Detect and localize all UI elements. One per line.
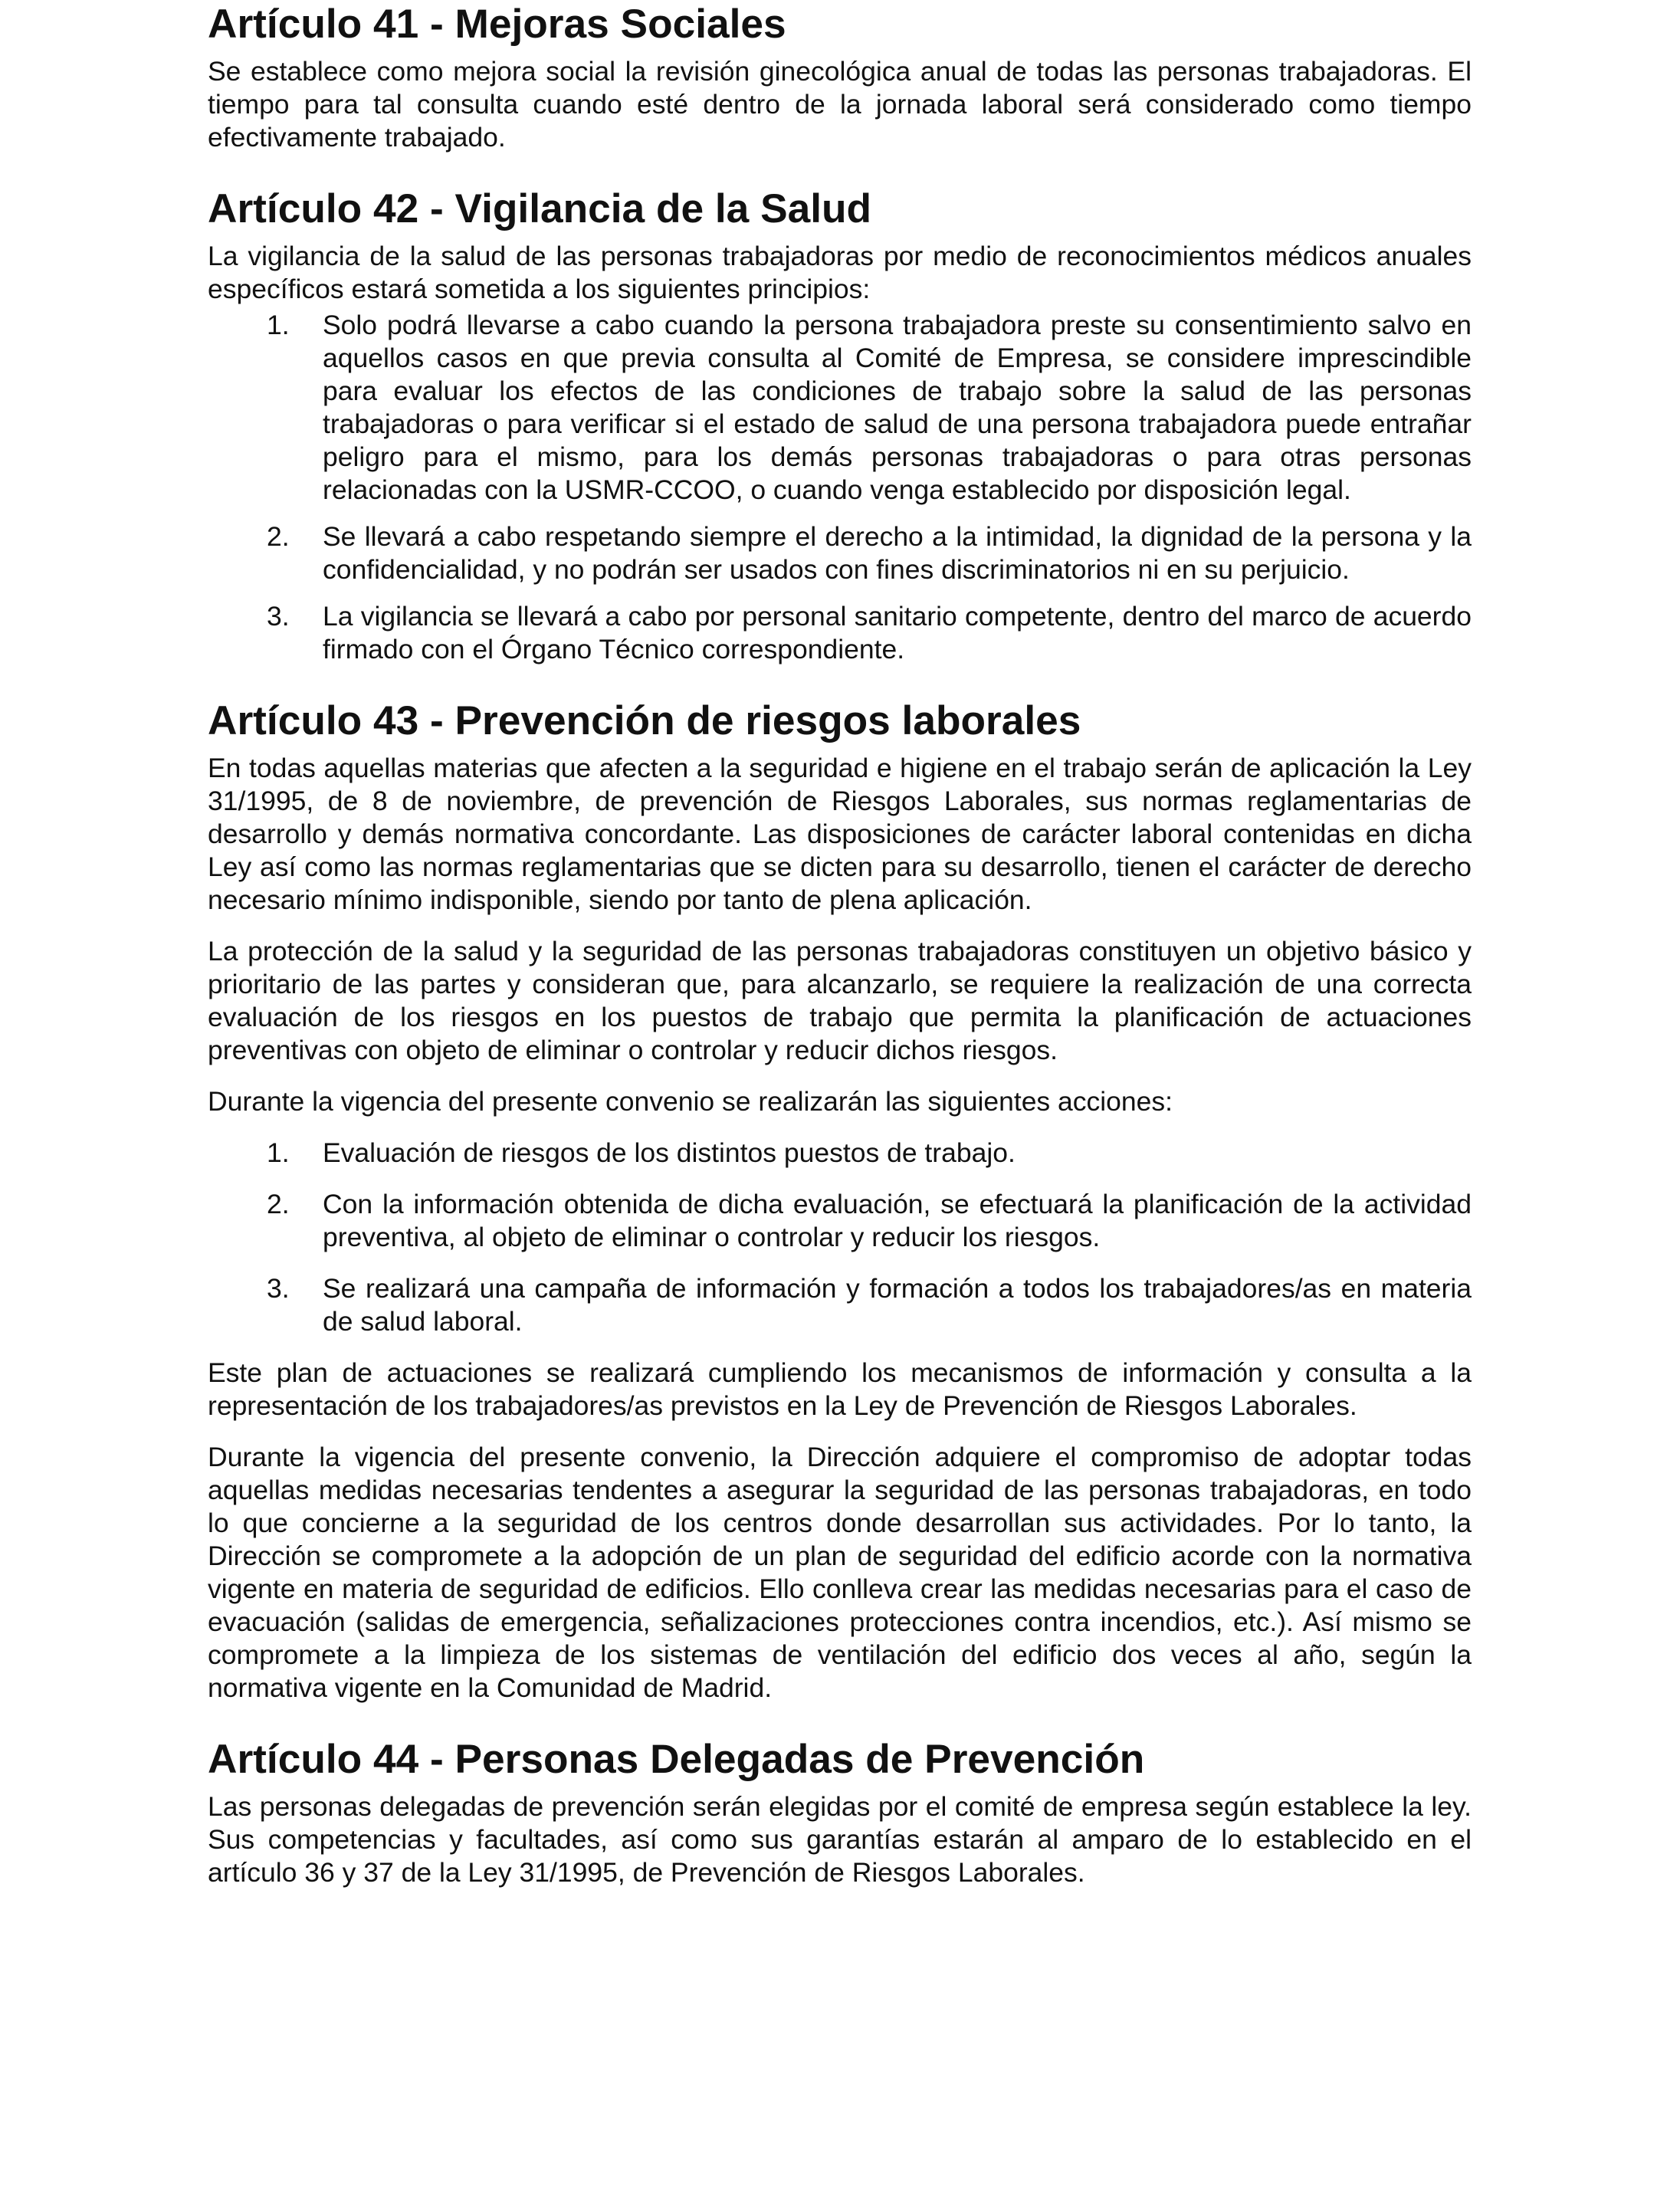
article-42-list xyxy=(208,309,1472,666)
article-41-paragraph: Se establece como mejora social la revisión ginecológica anual de todas las personas trabajadoras. El tiempo para tal consulta cuando esté dentro de la jornada laboral será considerado como tiempo efectivamente trabajado. xyxy=(208,56,1472,153)
article-42-intro: La vigilancia de la salud de las personas trabajadoras por medio de reconocimientos médicos anuales específicos estará sometida a los siguientes principios: xyxy=(208,241,1472,304)
list-item xyxy=(208,520,1472,586)
list-item-number: 3. xyxy=(267,1273,290,1304)
list-item-number: 2. xyxy=(267,1189,290,1219)
article-43-paragraph: La protección de la salud y la seguridad de las personas trabajadoras constituyen un objetivo básico y prioritario de las partes y consideran que, para alcanzarlo, se requiere la realización de una correcta evaluación de los riesgos en los puestos de trabajo que permita la planificación de actuaciones preventivas con objeto de eliminar o controlar y reducir dichos riesgos. xyxy=(208,936,1472,1065)
article-43-paragraph: En todas aquellas materias que afecten a la seguridad e higiene en el trabajo serán de aplicación la Ley 31/1995, de 8 de noviembre, de prevención de Riesgos Laborales, sus normas reglamentarias de desarrollo y demás normativa concordante. Las disposiciones de carácter laboral contenidas en dicha Ley así como las normas reglamentarias que se dicten para su desarrollo, tienen el carácter de derecho necesario mínimo indisponible, siendo por tanto de plena aplicación. xyxy=(208,753,1472,915)
document-page xyxy=(208,0,1472,1889)
list-item xyxy=(208,309,1472,507)
article-43-paragraph: Durante la vigencia del presente convenio se realizarán las siguientes acciones: xyxy=(208,1086,1173,1117)
article-43-closing: Durante la vigencia del presente convenio, la Dirección adquiere el compromiso de adoptar todas aquellas medidas necesarias tendentes a asegurar la seguridad de las personas trabajadoras, en todo lo que concierne a la seguridad de los centros donde desarrollan sus actividades. Por lo tanto, la Dirección se compromete a la adopción de un plan de seguridad del edificio acorde con la normativa vigente en materia de seguridad de edificios. Ello conlleva crear las medidas necesarias para el caso de evacuación (salidas de emergencia, señalizaciones protecciones contra incendios, etc.). Así mismo se compromete a la limpieza de los sistemas de ventilación del edificio dos veces al año, según la normativa vigente en la Comunidad de Madrid. xyxy=(208,1442,1472,1703)
list-item-text: Solo podrá llevarse a cabo cuando la persona trabajadora preste su consentimiento salvo en aquellos casos en que previa consulta al Comité de Empresa, se considere imprescindible para evaluar los efectos de las condiciones de trabajo sobre la salud de las personas trabajadoras o para verificar si el estado de salud de una persona trabajadora puede entrañar peligro para el mismo, para los demás personas trabajadoras o para otras personas relacionadas con la USMR-CCOO, o cuando venga establecido por disposición legal. xyxy=(323,310,1472,505)
list-item xyxy=(208,600,1472,666)
article-42 xyxy=(208,186,1472,666)
list-item xyxy=(208,1137,1472,1170)
list-item-number: 1. xyxy=(267,1137,290,1168)
list-item xyxy=(208,1272,1472,1338)
list-item-number: 3. xyxy=(267,601,290,632)
list-item xyxy=(208,1188,1472,1254)
article-44-heading: Artículo 44 - Personas Delegadas de Prevención xyxy=(208,1737,1145,1782)
list-item-number: 1. xyxy=(267,310,290,340)
article-41 xyxy=(208,2,1472,154)
list-item-text: Se llevará a cabo respetando siempre el derecho a la intimidad, la dignidad de la persona y la confidencialidad, y no podrán ser usados con fines discriminatorios ni en su perjuicio. xyxy=(323,521,1472,585)
list-item-text: Se realizará una campaña de información y formación a todos los trabajadores/as en materia de salud laboral. xyxy=(323,1273,1472,1337)
article-43-list xyxy=(208,1137,1472,1338)
article-43 xyxy=(208,698,1472,1705)
article-43-heading: Artículo 43 - Prevención de riesgos laborales xyxy=(208,698,1081,743)
list-item-text: La vigilancia se llevará a cabo por personal sanitario competente, dentro del marco de acuerdo firmado con el Órgano Técnico correspondiente. xyxy=(323,601,1472,664)
list-item-text: Con la información obtenida de dicha evaluación, se efectuará la planificación de la actividad preventiva, al objeto de eliminar o controlar y reducir los riesgos. xyxy=(323,1189,1472,1252)
article-43-closing: Este plan de actuaciones se realizará cumpliendo los mecanismos de información y consulta a la representación de los trabajadores/as previstos en la Ley de Prevención de Riesgos Laborales. xyxy=(208,1357,1472,1421)
article-44-paragraph: Las personas delegadas de prevención serán elegidas por el comité de empresa según establece la ley. Sus competencias y facultades, así como sus garantías estarán al amparo de lo establecido en el artículo 36 y 37 de la Ley 31/1995, de Prevención de Riesgos Laborales. xyxy=(208,1791,1472,1888)
list-item-number: 2. xyxy=(267,521,290,552)
article-42-heading: Artículo 42 - Vigilancia de la Salud xyxy=(208,186,872,231)
article-41-heading: Artículo 41 - Mejoras Sociales xyxy=(208,2,786,47)
article-44 xyxy=(208,1737,1472,1889)
list-item-text: Evaluación de riesgos de los distintos puestos de trabajo. xyxy=(323,1137,1016,1168)
